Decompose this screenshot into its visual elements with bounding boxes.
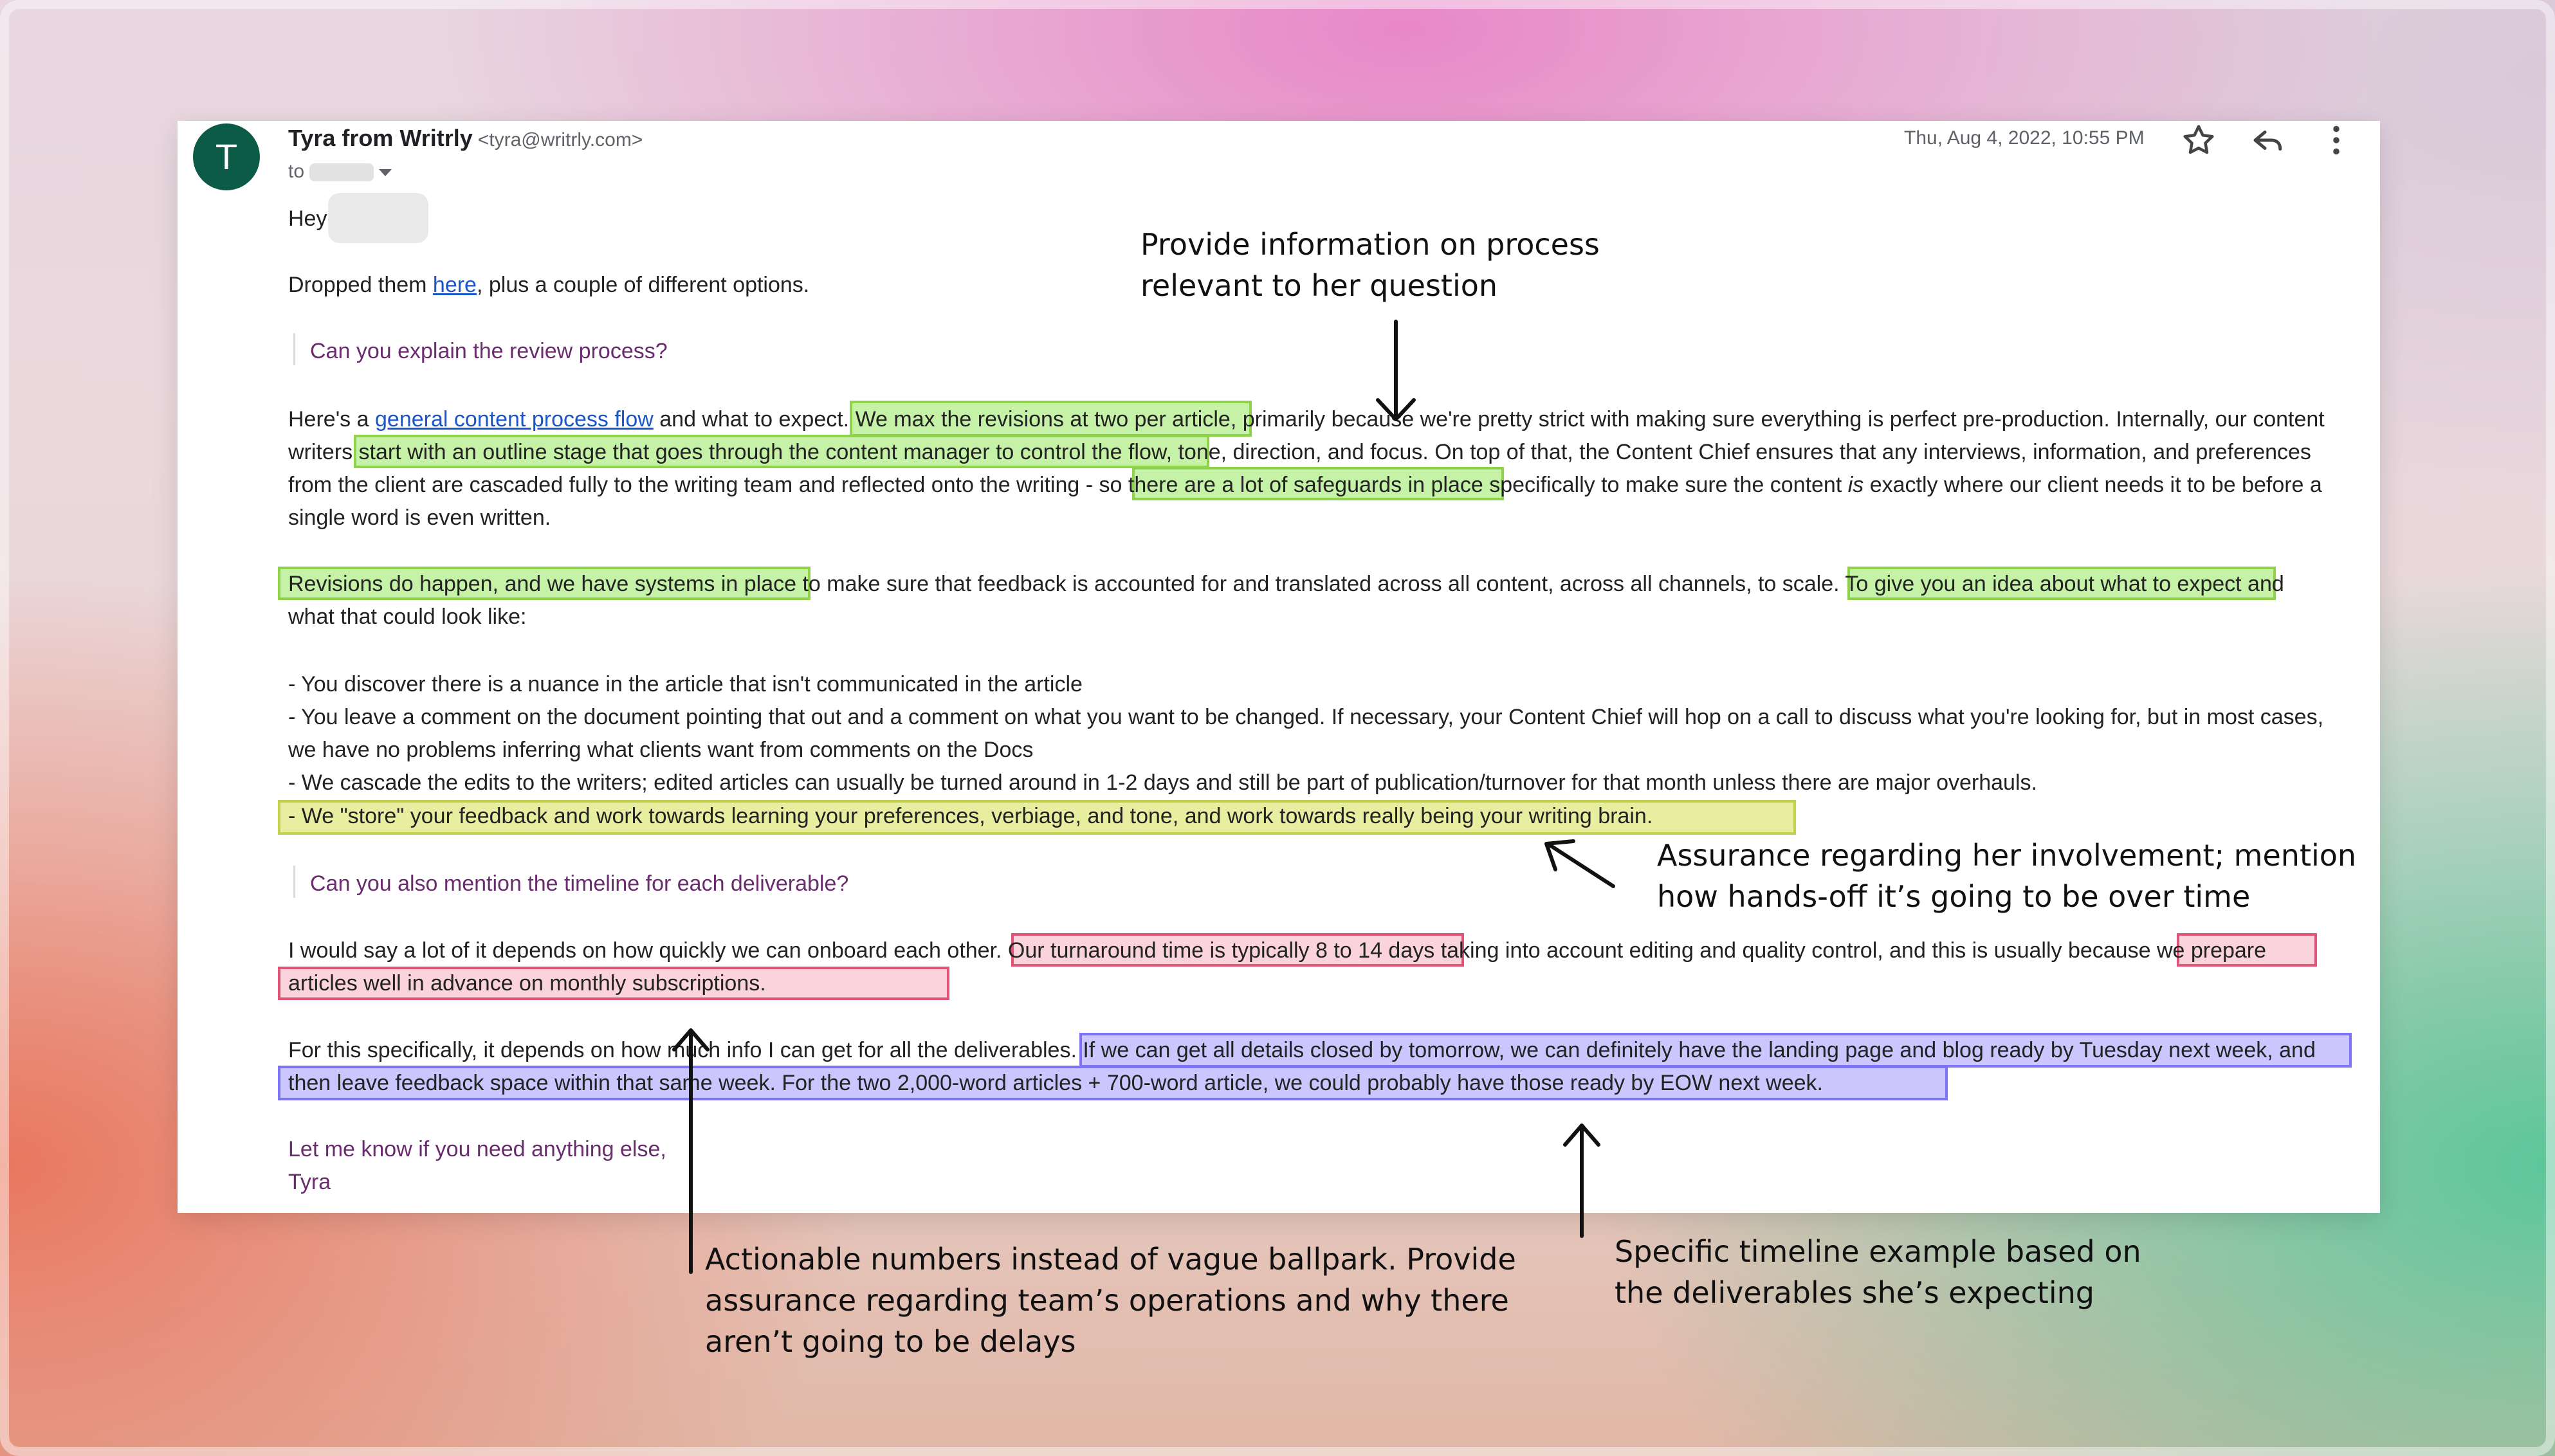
annotation-timeline [1615, 1231, 2141, 1313]
quote-bar-2 [293, 866, 295, 898]
reply-icon[interactable] [2249, 121, 2287, 159]
annotation-process-line-1: Provide information on process [1140, 227, 1600, 262]
more-vert-icon[interactable] [2317, 121, 2356, 159]
to-label: to [288, 161, 305, 182]
p3-line-2: articles well in advance on monthly subscriptions. [288, 971, 766, 996]
p1-l1-pre: Here's a [288, 407, 375, 432]
star-icon[interactable] [2179, 121, 2218, 159]
p1-l3-emphasis: is [1847, 473, 1864, 497]
p3-line-1: I would say a lot of it depends on how quickly we can onboard each other. Our turnaround time is typically 8 to 14 days taking into account editing and quality control, and this is usually because we prepare [288, 938, 2267, 963]
p4-line-1: For this specifically, it depends on how much info I can get for all the deliverables. If we can get all details closed by tomorrow, we can definitely have the landing page and blog ready by Tuesday next week, and [288, 1038, 2316, 1062]
annotation-numbers-line-2: assurance regarding team’s operations and why there [705, 1283, 1509, 1318]
p2-line-1: Revisions do happen, and we have systems in place to make sure that feedback is accounted for and translated across all content, across all channels, to scale. To give you an idea about what to expect and [288, 572, 2284, 596]
p1-l1-post: and what to expect. We max the revisions at two per article, primarily because we're pretty strict with making sure everything is perfect pre-production. Internally, our content [653, 407, 2325, 432]
email-date: Thu, Aug 4, 2022, 10:55 PM [1904, 127, 2145, 149]
annotation-timeline-line-1: Specific timeline example based on [1615, 1234, 2141, 1269]
bullet-3: - We cascade the edits to the writers; edited articles can usually be turned around in 1-2 days and still be part of publication/turnover for that month unless there are major overhauls. [288, 770, 2037, 795]
p1-l3-pre: from the client are cascaded fully to the writing team and reflected onto the writing - so there are a lot of safeguards in place specifically to make sure the content [288, 473, 1848, 497]
p1-line-1 [288, 403, 2325, 436]
annotation-assurance [1657, 835, 2356, 917]
sender-email: <tyra@writrly.com> [477, 129, 643, 150]
here-link[interactable]: here [432, 273, 477, 297]
bullet-1: - You discover there is a nuance in the article that isn't communicated in the article [288, 672, 1083, 696]
show-details-chevron-icon[interactable] [379, 169, 392, 176]
quoted-question-timeline: Can you also mention the timeline for each deliverable? [310, 871, 849, 896]
content-process-flow-link[interactable]: general content process flow [375, 407, 654, 432]
p1-line-3 [288, 468, 2322, 502]
p1-line-2: writers start with an outline stage that goes through the content manager to control the flow, tone, direction, and focus. On top of that, the Content Chief ensures that any interviews, information, and preferences [288, 440, 2311, 464]
p2-line-2: what that could look like: [288, 605, 527, 629]
redacted-recipient [309, 163, 374, 181]
recipient-line[interactable] [288, 161, 392, 183]
annotation-numbers-line-3: aren’t going to be delays [705, 1324, 1076, 1359]
annotation-assurance-line-2: how hands-off it’s going to be over time [1657, 879, 2251, 914]
annotation-assurance-line-1: Assurance regarding her involvement; mention [1657, 838, 2357, 873]
sender-line [288, 125, 643, 152]
signoff: Let me know if you need anything else, [288, 1137, 666, 1161]
quoted-question-review: Can you explain the review process? [310, 339, 668, 363]
sender-name[interactable]: Tyra from Writrly [288, 125, 473, 151]
annotation-numbers [705, 1239, 1516, 1362]
bullet-4: - We "store" your feedback and work towards learning your preferences, verbiage, and tone, and work towards really being your writing brain. [288, 804, 1653, 828]
dropped-line [288, 268, 809, 302]
p1-line-4: single word is even written. [288, 505, 551, 530]
annotation-process-line-2: relevant to her question [1140, 268, 1498, 303]
annotation-timeline-line-2: the deliverables she’s expecting [1615, 1275, 2094, 1310]
quote-bar [293, 333, 295, 365]
dropped-text-post: , plus a couple of different options. [476, 273, 810, 297]
redacted-name [328, 193, 428, 243]
bullet-2-cont: we have no problems inferring what clients want from comments on the Docs [288, 738, 1034, 762]
signature: Tyra [288, 1170, 331, 1194]
annotation-numbers-line-1: Actionable numbers instead of vague ballpark. Provide [705, 1242, 1516, 1277]
p1-l3-post: exactly where our client needs it to be before a [1864, 473, 2322, 497]
sender-avatar[interactable]: T [193, 123, 260, 190]
greeting: Hey [288, 206, 327, 231]
dropped-text-pre: Dropped them [288, 273, 433, 297]
p4-line-2: then leave feedback space within that same week. For the two 2,000-word articles + 700-word article, we could probably have those ready by EOW next week. [288, 1071, 1823, 1095]
bullet-2: - You leave a comment on the document pointing that out and a comment on what you want to be changed. If necessary, your Content Chief will hop on a call to discuss what you're looking for, but in most cases, [288, 705, 2324, 729]
annotation-process [1140, 224, 1600, 306]
